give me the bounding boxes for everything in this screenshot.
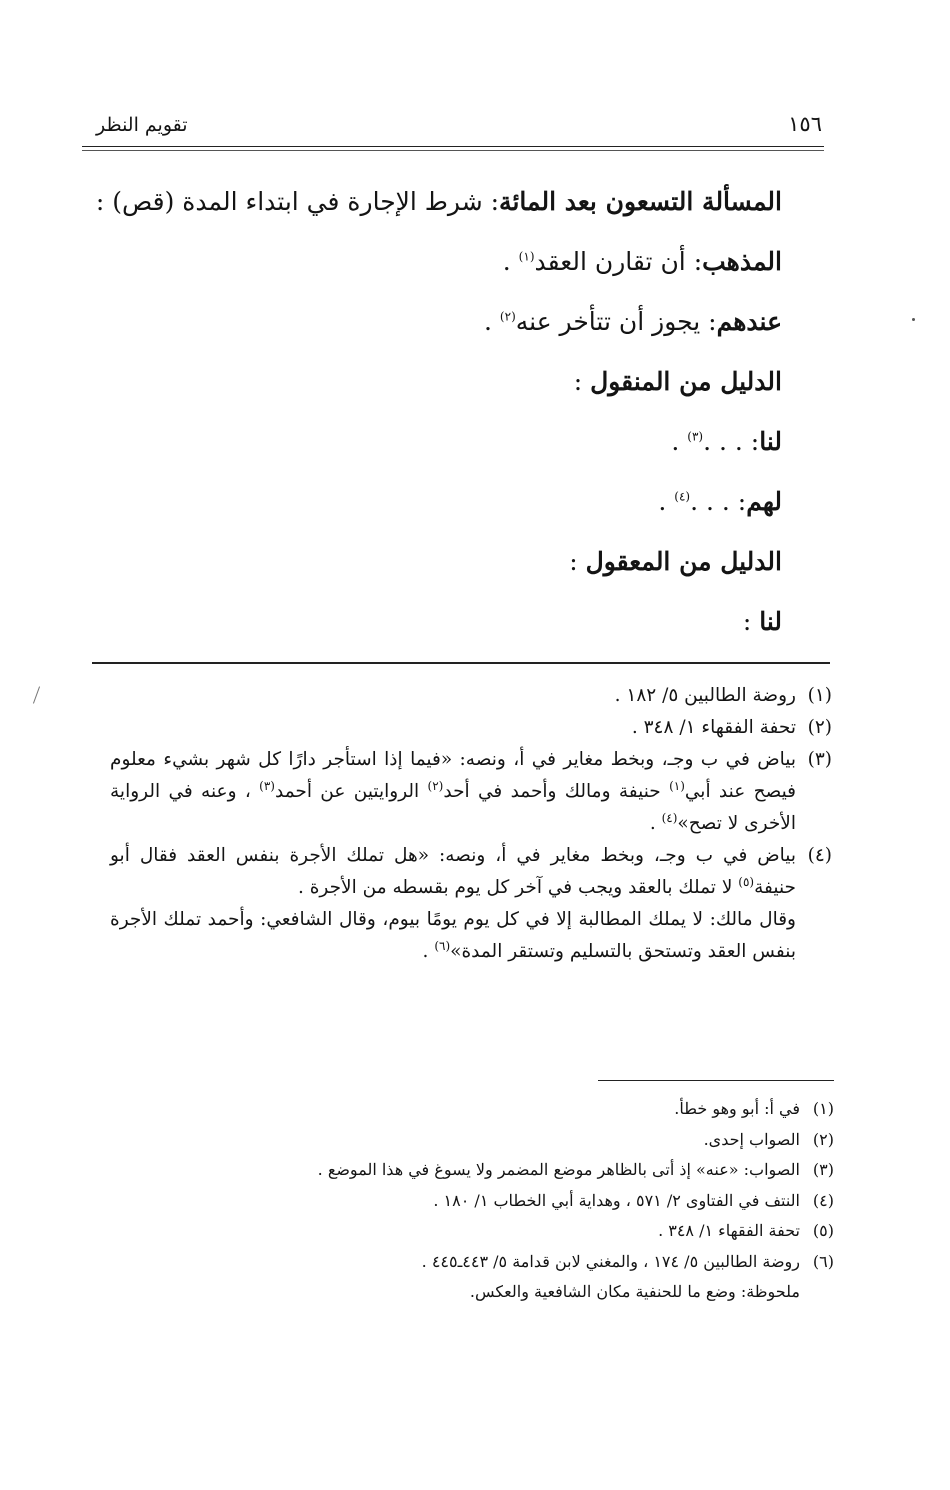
footnote-text-part: الروايتين عن أحمد <box>274 781 428 802</box>
footnote-ref: (٢) <box>427 778 444 793</box>
secondary-footnote-separator <box>598 1080 834 1081</box>
ellipsis: : . . . <box>690 487 747 516</box>
footnote-number: (٢) <box>807 717 832 738</box>
footnote-1 <box>110 680 832 712</box>
madhhab-text: : أن تقارن العقد <box>534 247 703 276</box>
footnote-number: (١) <box>807 685 832 706</box>
running-title: تقويم النظر <box>96 114 188 136</box>
footnote-text: الصواب: «عنه» إذ أتى بالظاهر موضع المضمر ولا يسوغ في هذا الموضع . <box>317 1160 800 1179</box>
footnote-number: (٢) <box>812 1129 834 1149</box>
evidence-transmitted-label: الدليل من المنقول <box>590 367 782 396</box>
lahum-line <box>142 472 782 532</box>
footnote-ref: (٥) <box>738 874 755 889</box>
footnote-text-part: . <box>649 813 662 834</box>
header-rule-thin <box>82 150 824 151</box>
footnote-number: (٦) <box>812 1251 834 1271</box>
editor-note: ملحوظة: وضع ما للحنفية مكان الشافعية والعكس. <box>469 1282 800 1301</box>
footnote-text: الصواب إحدى. <box>703 1129 800 1149</box>
lana-line-2 <box>142 592 782 652</box>
issue-title-line <box>95 172 782 232</box>
scan-mark <box>33 686 40 703</box>
footnote-4 <box>110 840 832 904</box>
footnote-text <box>110 744 796 840</box>
footnote-text: النتف في الفتاوى ٢/ ٥٧١ ، وهداية أبي الخطاب ١/ ١٨٠ . <box>433 1190 800 1210</box>
evidence-rational-heading <box>142 532 782 592</box>
main-text <box>95 172 782 652</box>
footnote-ref: (٣) <box>687 429 704 444</box>
scan-speck <box>912 318 915 321</box>
colon: : <box>742 607 760 636</box>
issue-title: المسألة التسعون بعد المائة <box>499 187 782 216</box>
secondary-footnote-6 <box>234 1247 834 1278</box>
footnote-ref: (٤) <box>661 810 678 825</box>
colon: : <box>573 367 591 396</box>
footnote-text: تحفة الفقهاء ١/ ٣٤٨ . <box>631 717 796 738</box>
header-rule <box>82 146 824 147</box>
footnote-text: روضة الطالبين ٥/ ١٧٤ ، والمغني لابن قدامة ٥/ ٤٤٣ـ٤٤٥ . <box>421 1251 800 1271</box>
footnote-4-continuation <box>110 904 832 968</box>
page-number: ١٥٦ <box>788 112 822 136</box>
line-end: . <box>484 307 500 336</box>
ellipsis: : . . . <box>703 427 760 456</box>
secondary-footnote-4 <box>234 1186 834 1217</box>
indahum-label: عندهم <box>716 307 782 336</box>
footnote-number: (٤) <box>807 845 832 866</box>
line-end: . <box>671 427 688 456</box>
secondary-footnote-3 <box>234 1155 834 1186</box>
page-header <box>90 112 830 146</box>
footnote-number: (٣) <box>807 749 832 770</box>
footnote-text-part: حنيفة ومالك وأحمد في أحد <box>443 781 670 802</box>
footnote-text-part: ، وعنه في الرواية الأخرى لا تصح» <box>110 781 796 834</box>
indahum-text: : يجوز أن تتأخر عنه <box>515 307 717 336</box>
footnote-text: تحفة الفقهاء ١/ ٣٤٨ . <box>658 1221 800 1240</box>
footnote-text-part: بياض في ب وجـ، وبخط مغاير في أ، ونصه: «فيما إذا استأجر دارًا كل شهر بشيء معلوم فيصح عند أبي <box>110 749 796 802</box>
footnote-ref: (١) <box>518 249 535 264</box>
evidence-transmitted-heading <box>142 352 782 412</box>
footnote-ref: (٦) <box>434 938 451 953</box>
colon: : <box>569 547 586 576</box>
footnote-text: في أ: أبو وهو خطأ. <box>674 1099 800 1118</box>
footnote-2 <box>110 712 832 744</box>
secondary-footnote-1 <box>234 1094 834 1125</box>
lana-label: لنا <box>759 427 782 456</box>
footnote-number: (١) <box>812 1099 834 1118</box>
madhhab-label: المذهب <box>702 247 782 276</box>
footnote-3 <box>110 744 832 840</box>
lahum-label: لهم <box>746 487 782 516</box>
evidence-rational-label: الدليل من المعقول <box>585 547 782 576</box>
indahum-line <box>142 292 782 352</box>
footnote-text-part: . <box>422 941 435 962</box>
secondary-footnotes <box>234 1094 834 1308</box>
footnote-ref: (٣) <box>259 778 275 793</box>
footnote-number: (٥) <box>812 1221 834 1240</box>
footnote-text <box>110 840 796 904</box>
footnote-text: روضة الطالبين ٥/ ١٨٢ . <box>614 685 796 706</box>
primary-footnotes <box>110 680 832 968</box>
madhhab-line <box>142 232 782 292</box>
footnote-ref: (٤) <box>674 489 691 504</box>
footnote-text-part: بياض في ب وجـ، وبخط مغاير في أ، ونصه: «هل تملك الأجرة بنفس العقد فقال أبو حنيفة <box>110 845 796 898</box>
footnote-ref: (١) <box>669 778 685 793</box>
line-end: . <box>658 487 675 516</box>
secondary-footnote-5 <box>234 1216 834 1247</box>
footnote-text-part: لا تملك بالعقد ويجب في آخر كل يوم بقسطه من الأجرة . <box>297 877 739 898</box>
lana-label: لنا <box>759 607 782 636</box>
footnote-number: (٤) <box>812 1190 834 1210</box>
lana-line <box>142 412 782 472</box>
footnote-number: (٣) <box>812 1160 834 1179</box>
footnote-ref: (٢) <box>499 309 516 324</box>
secondary-footnote-2 <box>234 1125 834 1156</box>
footnote-text-part: وقال مالك: لا يملك المطالبة إلا في كل يوم يومًا بيوم، وقال الشافعي: وأحمد تملك الأجرة بنفس العقد وتستحق بالتسليم وتستقر المدة» <box>110 909 796 962</box>
issue-subject: : شرط الإجارة في ابتداء المدة (قص) : <box>95 187 500 216</box>
footnote-separator <box>92 662 830 664</box>
line-end: . <box>502 247 519 276</box>
